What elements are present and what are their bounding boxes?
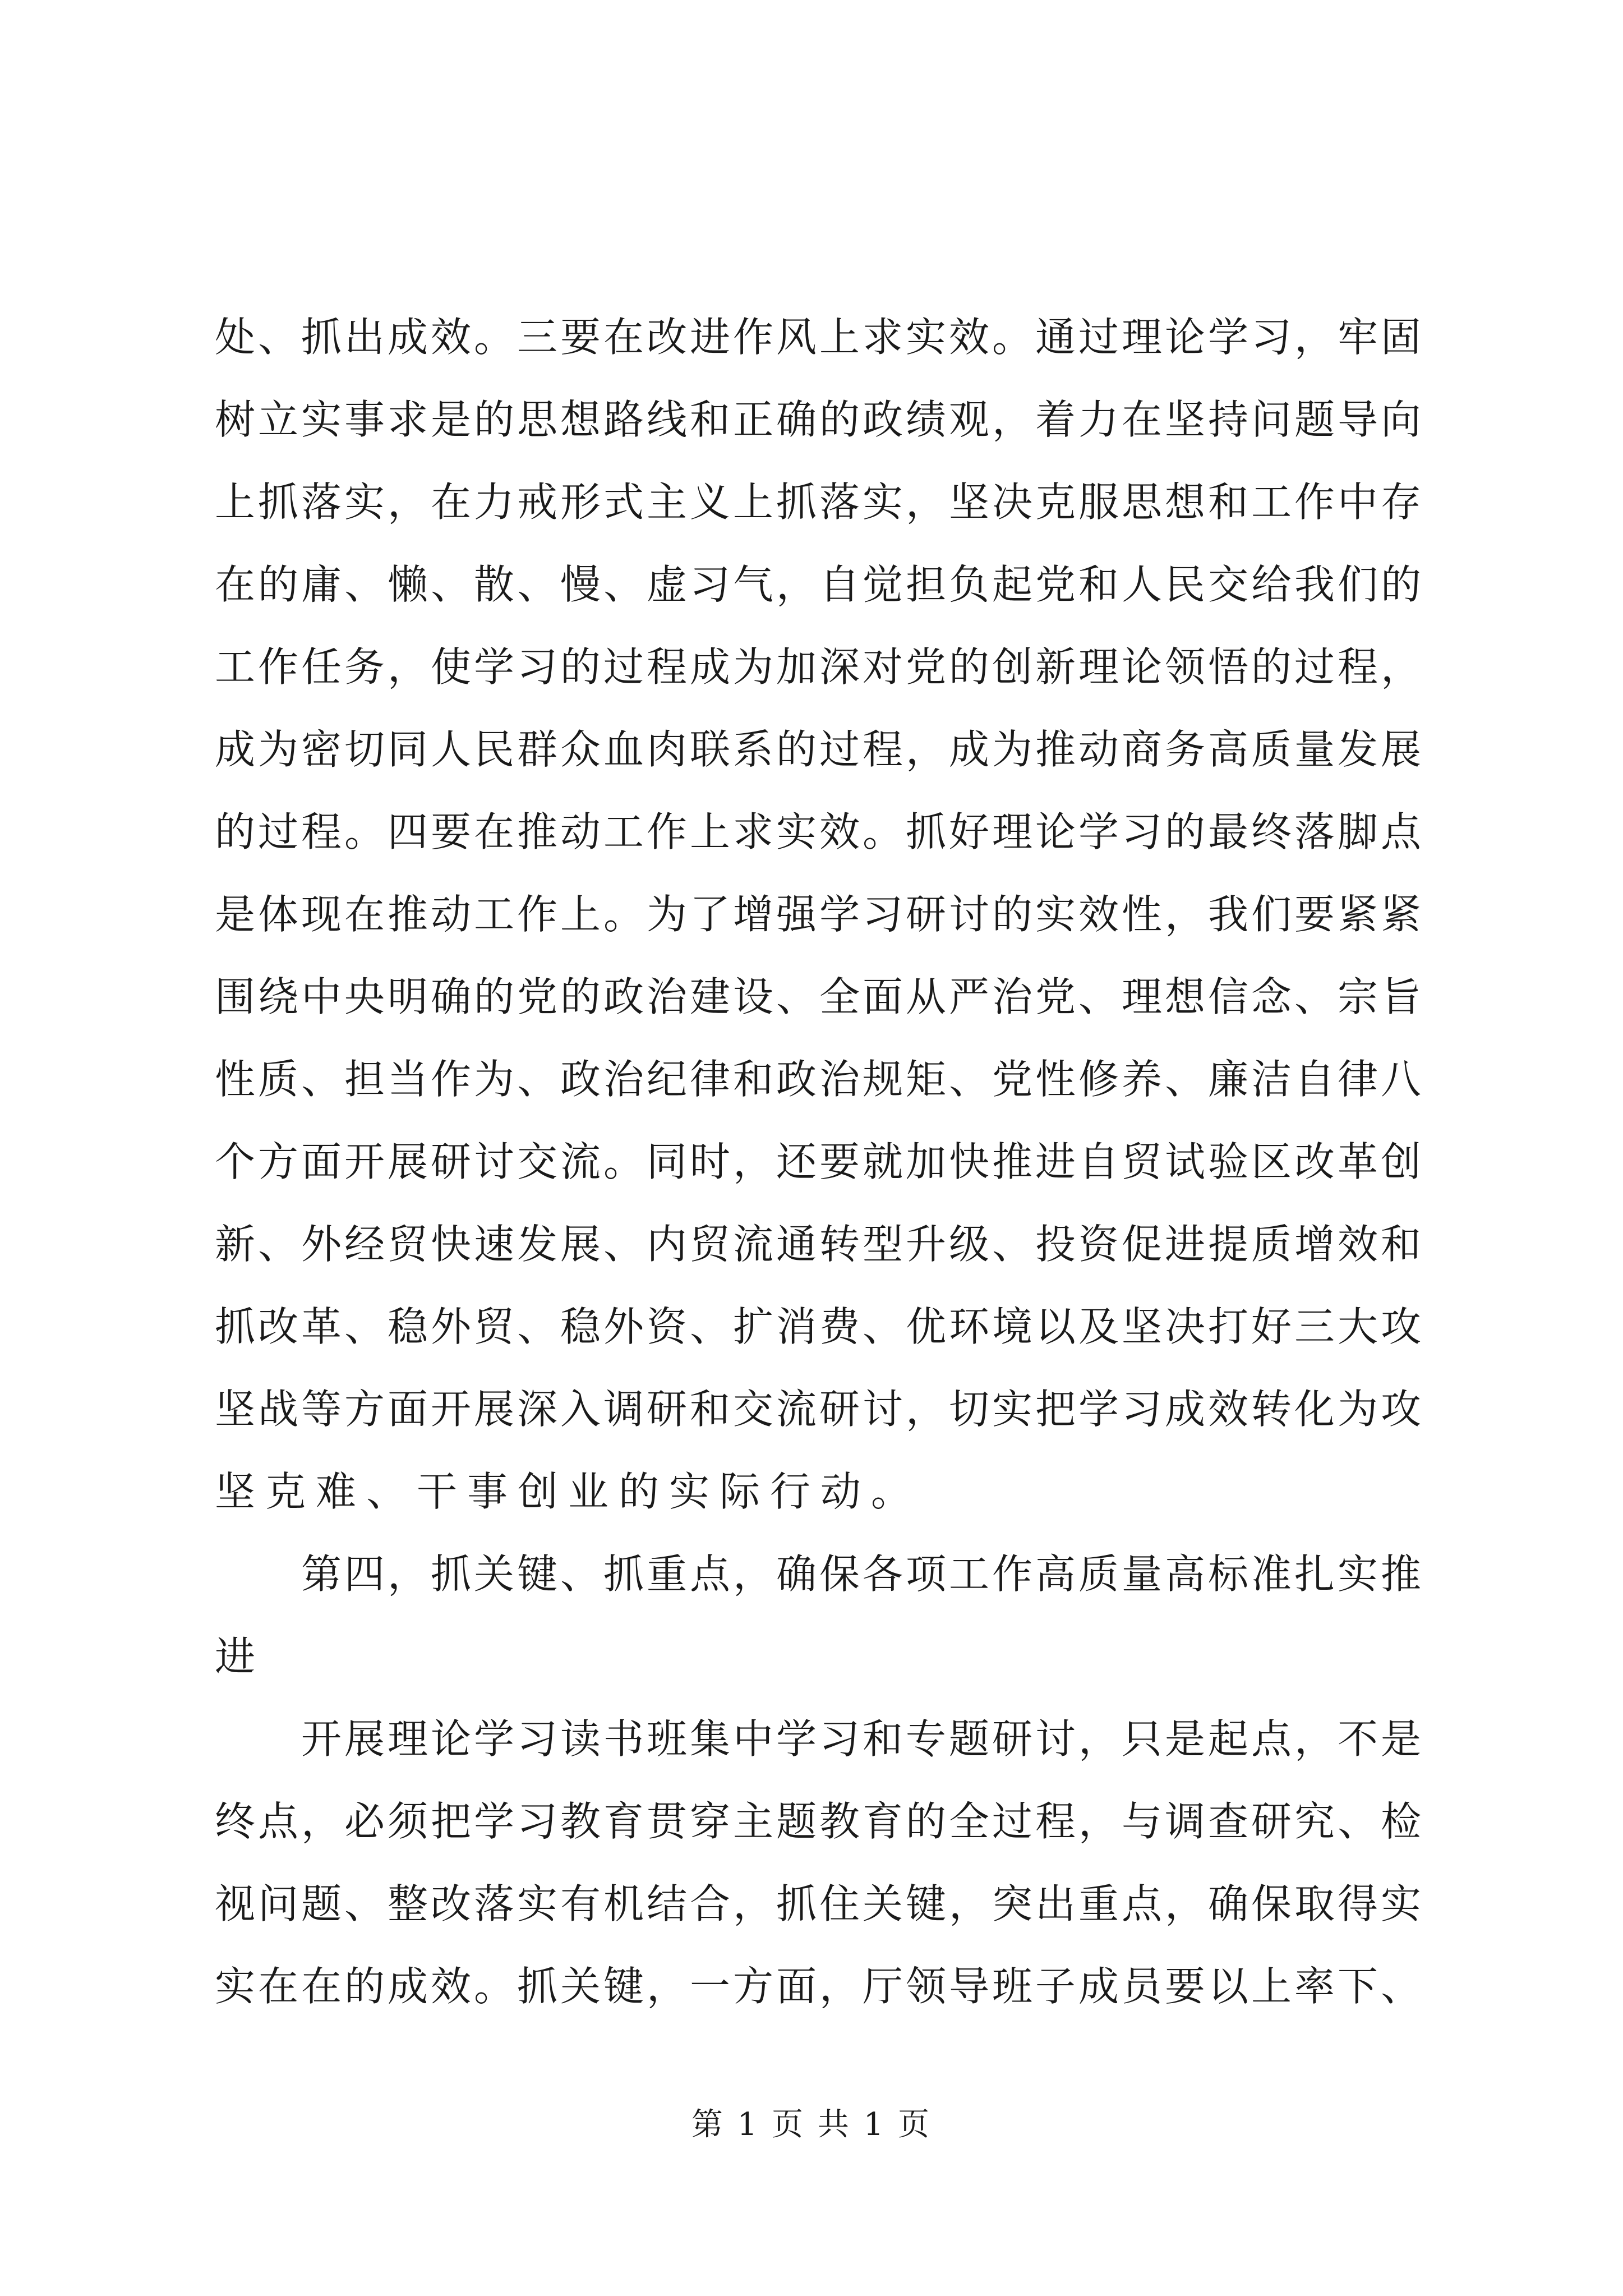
body-line: 新、外经贸快速发展、内贸流通转型升级、投资促进提质增效和 — [215, 1221, 1424, 1268]
body-line: 性质、担当作为、政治纪律和政治规矩、党性修养、廉洁自律八 — [215, 1056, 1424, 1103]
body-line: 坚克难、干事创业的实际行动。 — [215, 1468, 922, 1515]
section-heading-line: 第四，抓关键、抓重点，确保各项工作高质量高标准扎实推 — [301, 1550, 1424, 1598]
body-line: 处、抓出成效。三要在改进作风上求实效。通过理论学习，牢固 — [215, 314, 1424, 361]
body-line: 的过程。四要在推动工作上求实效。抓好理论学习的最终落脚点 — [215, 808, 1424, 855]
body-line: 树立实事求是的思想路线和正确的政绩观，着力在坚持问题导向 — [215, 396, 1424, 443]
body-line: 视问题、整改落实有机结合，抓住关键，突出重点，确保取得实 — [215, 1880, 1424, 1927]
body-line: 围绕中央明确的党的政治建设、全面从严治党、理想信念、宗旨 — [215, 973, 1424, 1020]
body-line: 终点，必须把学习教育贯穿主题教育的全过程，与调查研究、检 — [215, 1798, 1424, 1845]
page-footer: 第 1 页 共 1 页 — [691, 2106, 932, 2143]
body-line: 抓改革、稳外贸、稳外资、扩消费、优环境以及坚决打好三大攻 — [215, 1303, 1424, 1350]
body-line: 上抓落实，在力戒形式主义上抓落实，坚决克服思想和工作中存 — [215, 478, 1424, 526]
body-line: 是体现在推动工作上。为了增强学习研讨的实效性，我们要紧紧 — [215, 891, 1424, 938]
body-line: 个方面开展研讨交流。同时，还要就加快推进自贸试验区改革创 — [215, 1138, 1424, 1185]
body-line: 实在在的成效。抓关键，一方面，厅领导班子成员要以上率下、 — [215, 1963, 1424, 2010]
body-line: 开展理论学习读书班集中学习和专题研讨，只是起点，不是 — [301, 1715, 1424, 1763]
body-line: 成为密切同人民群众血肉联系的过程，成为推动商务高质量发展 — [215, 726, 1424, 773]
body-line: 坚战等方面开展深入调研和交流研讨，切实把学习成效转化为攻 — [215, 1386, 1424, 1433]
section-heading-line: 进 — [215, 1633, 266, 1680]
body-line: 在的庸、懒、散、慢、虚习气，自觉担负起党和人民交给我们的 — [215, 561, 1424, 608]
body-line: 工作任务，使学习的过程成为加深对党的创新理论领悟的过程， — [215, 643, 1424, 691]
